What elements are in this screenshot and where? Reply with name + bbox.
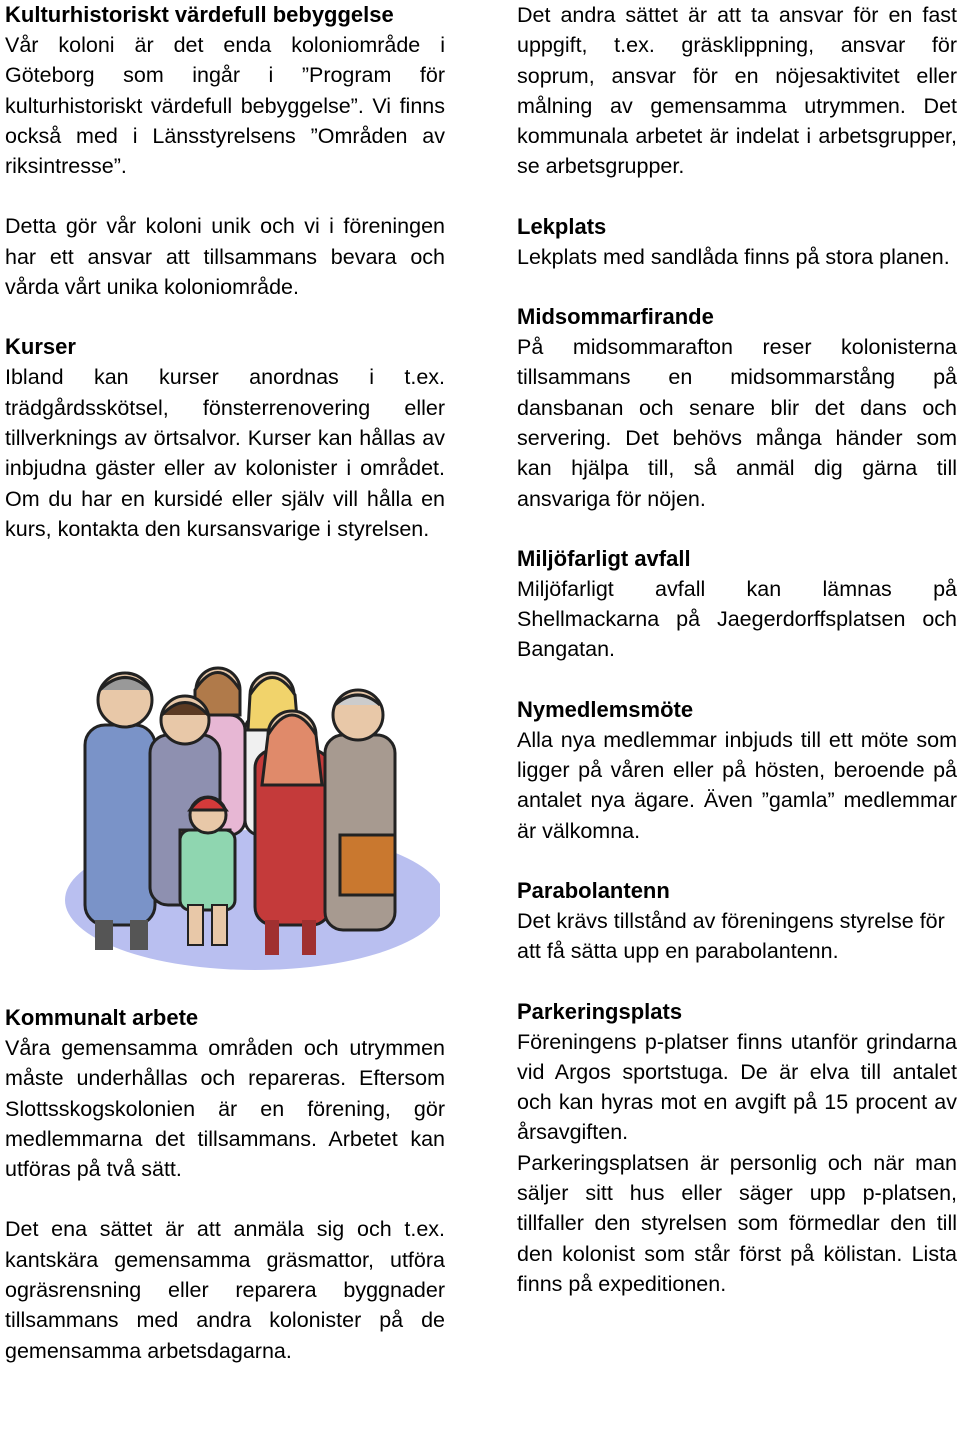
paragraph: Det andra sättet är att ta ansvar för en fast uppgift, t.ex. gräsklippning, ansvar för soprum, ansvar för en nöjesaktivitet eller målning av gemensamma utrymmen. Det kommunala arbetet är indelat i arbetsgrupper, se arbetsgrupper. [517,3,957,179]
section-title: Parkeringsplats [517,998,683,1024]
section-title: Kulturhistoriskt värdefull bebyggelse [5,2,394,27]
section-satellite-dish [517,876,957,967]
paragraph: Det ena sättet är att anmäla sig och t.ex. kantskära gemensamma gräsmattor, utföra ogräsrensning eller reparera byggnader tillsammans med andra kolonister på de gemensamma arbetsdagarna. [5,1217,445,1363]
section-new-member-meeting [517,695,957,846]
section-title: Parabolantenn [517,877,670,903]
section-title: Kommunalt arbete [5,1005,199,1030]
left-column [5,0,445,544]
section-title: Midsommarfirande [517,304,714,330]
paragraph: Detta gör vår koloni unik och vi i föreningen har ett ansvar att tillsammans bevara och vårda vårt unika koloniområde. [5,214,445,300]
section-courses [5,332,445,544]
section-midsummer [517,302,957,514]
paragraph: Alla nya medlemmar inbjuds till ett möte som ligger på våren eller på hösten, beroende på antalet nya ägare. Även ”gamla” medlemmar är välkomna. [517,727,957,843]
paragraph: Parkeringsplatsen är personlig och när man säljer sitt hus eller säger upp p-platsen, tillfaller den styrelsen som förmedlar den till den kolonist som står först på kölistan. Lista finns på expeditionen. [517,1150,957,1296]
section-title: Kurser [5,334,76,360]
section-playground [517,212,957,272]
left-column-bottom [5,1003,445,1366]
section-title: Miljöfarligt avfall [517,545,691,571]
paragraph: Lekplats med sandlåda finns på stora planen. [517,244,950,269]
paragraph: Föreningens p-platser finns utanför grindarna vid Argos sportstuga. De är elva till antalet och kan hyras mot en avgift på 15 procent av årsavgiften. [517,1029,957,1145]
section-title: Lekplats [517,213,607,239]
paragraph: Våra gemensamma områden och utrymmen måste underhållas och repareras. Eftersom Slottsskogskolonien är en förening, gör medlemmarna det tillsammans. Arbetet kan utföras på två sätt. [5,1036,445,1182]
right-column [517,0,957,1299]
section-parking [517,997,957,1300]
section-cultural-heritage [5,0,445,302]
paragraph: På midsommarafton reser kolonisterna tillsammans en midsommarstång på dansbanan och senare blir det dans och servering. Det behövs många händer som kan hjälpa till, så anmäl dig gärna till ansvariga för nöjen. [517,335,957,511]
paragraph: Vår koloni är det enda koloniområde i Göteborg som ingår i ”Program för kulturhistoriskt värdefull bebyggelse”. Vi finns också med i Länsstyrelsens ”Områden av riksintresse”. [5,33,445,179]
paragraph: Ibland kan kurser anordnas i t.ex. trädgårdsskötsel, fönsterrenovering eller tillverknings av örtsalvor. Kurser kan hållas av inbjudna gäster eller av kolonister i området. Om du har en kursidé eller själv vill hålla en kurs, kontakta den kursansvarige i styrelsen. [5,365,445,541]
paragraph: Miljöfarligt avfall kan lämnas på Shellmackarna på Jaegerdorffsplatsen och Bangatan. [517,576,957,662]
paragraph: Det krävs tillstånd av föreningens styrelse för att få sätta upp en parabolantenn. [517,908,945,964]
section-communal-work [5,1003,445,1366]
group-of-people-illustration [40,655,440,975]
section-title: Nymedlemsmöte [517,696,694,722]
section-hazardous-waste [517,544,957,665]
